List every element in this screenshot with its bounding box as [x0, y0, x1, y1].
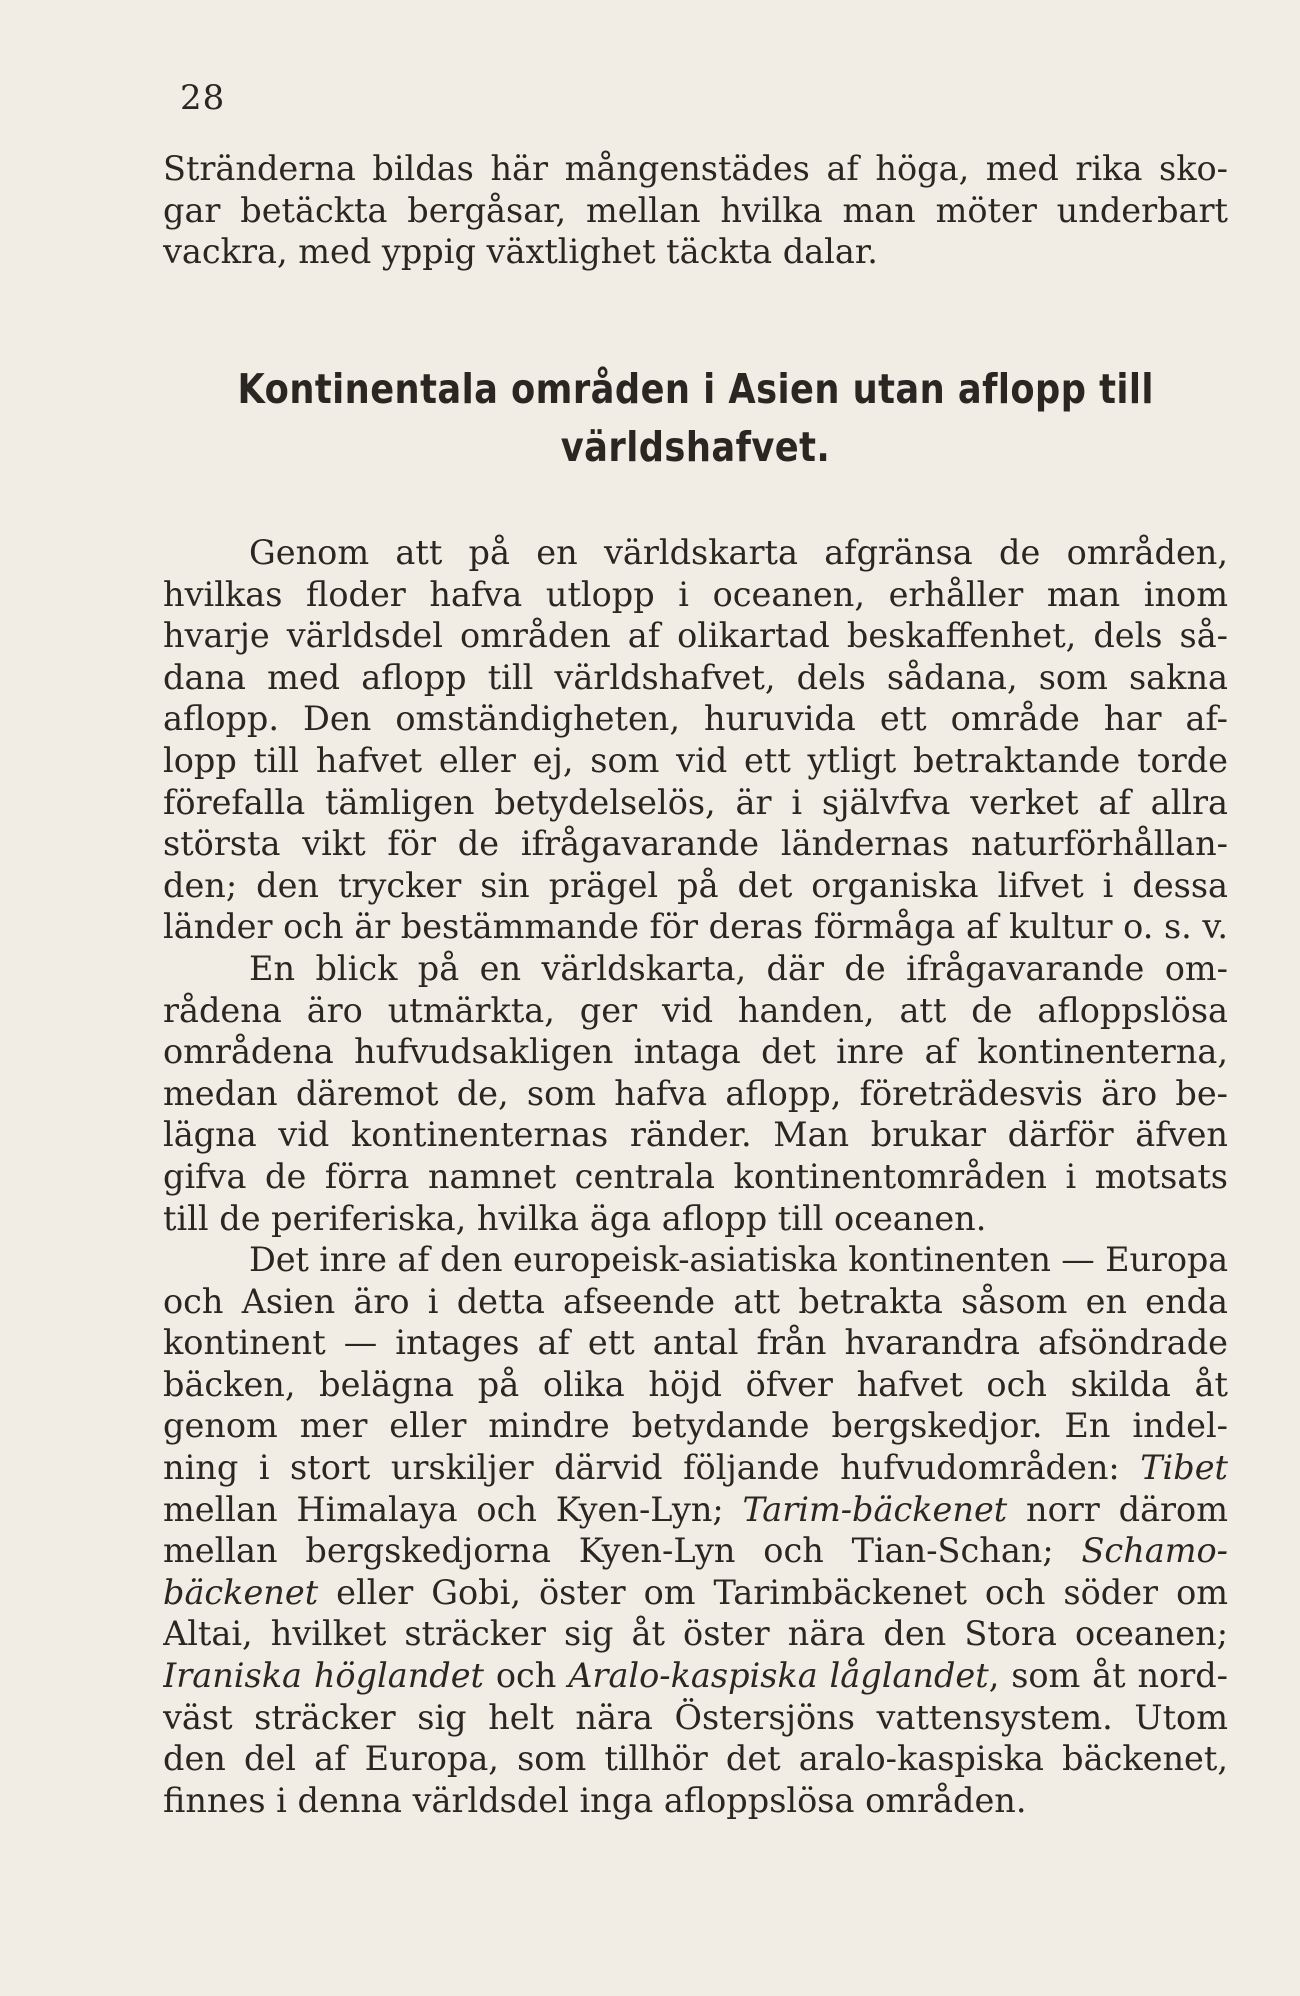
- section-heading-line: världshafvet.: [560, 423, 831, 471]
- text-run: mellan bergskedjorna Kyen-Lyn och Tian-Schan;: [163, 1531, 1082, 1571]
- section-heading-line: Kontinentala områden i Asien utan aflopp till: [237, 365, 1154, 413]
- text-line: hvarje världsdel områden af olikartad beskaffenhet, dels så-: [163, 616, 1228, 656]
- text-line: Genom att på en världskarta afgränsa de områden,: [249, 533, 1228, 572]
- place-name: Tibet: [1140, 1448, 1228, 1488]
- text-line: medan däremot de, som hafva aflopp, företrädesvis äro be-: [163, 1073, 1228, 1113]
- text-line: förefalla tämligen betydelselös, är i självfva verket af allra: [163, 782, 1228, 822]
- text-line: En blick på en världskarta, där de ifrågavarande om-: [249, 948, 1228, 988]
- text-line: den; den trycker sin prägel på det organiska lifvet i dessa: [163, 865, 1228, 905]
- body-text: [163, 532, 1228, 1821]
- text-line: gifva de förra namnet centrala kontinentområden i motsats: [163, 1156, 1228, 1196]
- place-name: Tarim-bäckenet: [742, 1489, 1008, 1529]
- text-line: länder och är bestämmande för deras förmåga af kultur o. s. v.: [163, 907, 1228, 947]
- section-heading: [238, 360, 1154, 476]
- text-run: , som åt nord-: [988, 1656, 1228, 1696]
- text-line: genom mer eller mindre betydande bergskedjor. En indel-: [163, 1406, 1228, 1446]
- text-run: mellan Himalaya och Kyen-Lyn;: [163, 1489, 743, 1529]
- text-run: ning i stort urskiljer därvid följande hufvudområden:: [163, 1448, 1141, 1488]
- text-line: områdena hufvudsakligen intaga det inre af kontinenterna,: [163, 1032, 1228, 1072]
- text-line: till de periferiska, hvilka äga aflopp till oceanen.: [163, 1198, 987, 1238]
- place-name: bäckenet: [163, 1572, 319, 1612]
- text-line: [163, 1447, 1228, 1489]
- text-line: Stränderna bildas här mångenstädes af höga, med rika sko-: [163, 149, 1228, 188]
- text-line: [163, 1572, 1228, 1614]
- text-line: gar betäckta bergåsar, mellan hvilka man möter underbart: [163, 190, 1228, 230]
- text-run: och: [484, 1656, 569, 1696]
- intro-paragraph: [163, 148, 1228, 273]
- text-line: och Asien äro i detta afseende att betrakta såsom en enda: [163, 1281, 1228, 1321]
- text-line: [163, 1655, 1228, 1697]
- text-line: dana med aflopp till världshafvet, dels sådana, som sakna: [163, 657, 1228, 697]
- text-line: aflopp. Den omständigheten, huruvida ett område har af-: [163, 699, 1228, 739]
- text-line: den del af Europa, som tillhör det aralo-kaspiska bäckenet,: [163, 1739, 1228, 1779]
- text-line: lopp till hafvet eller ej, som vid ett ytligt betraktande torde: [163, 740, 1228, 780]
- text-line: bäcken, belägna på olika höjd öfver hafvet och skilda åt: [163, 1364, 1228, 1404]
- text-line: största vikt för de ifrågavarande ländernas naturförhållan-: [163, 824, 1228, 864]
- text-run: eller Gobi, öster om Tarimbäckenet och söder om: [318, 1572, 1228, 1612]
- text-line: Altai, hvilket sträcker sig åt öster nära den Stora oceanen;: [163, 1614, 1228, 1654]
- text-line: lägna vid kontinenternas ränder. Man brukar därför äfven: [163, 1115, 1228, 1155]
- text-line: väst sträcker sig helt nära Östersjöns vattensystem. Utom: [163, 1697, 1228, 1737]
- place-name: Aralo-kaspiska låglandet: [568, 1656, 989, 1696]
- page-number: 28: [180, 78, 226, 118]
- text-line: finnes i denna världsdel inga afloppslösa områden.: [163, 1780, 1027, 1820]
- text-line: hvilkas floder hafva utlopp i oceanen, erhåller man inom: [163, 574, 1228, 614]
- place-name: Iraniska höglandet: [163, 1656, 485, 1696]
- text-line: Det inre af den europeisk-asiatiska kontinenten — Europa: [249, 1240, 1228, 1280]
- text-line: vackra, med yppig växtlighet täckta dalar.: [163, 232, 878, 272]
- text-line: rådena äro utmärkta, ger vid handen, att de afloppslösa: [163, 990, 1228, 1030]
- text-line: kontinent — intages af ett antal från hvarandra afsöndrade: [163, 1323, 1228, 1363]
- text-line: [163, 1489, 1228, 1531]
- text-run: norr därom: [1007, 1489, 1228, 1529]
- place-name: Schamo-: [1081, 1531, 1228, 1571]
- text-line: [163, 1530, 1228, 1572]
